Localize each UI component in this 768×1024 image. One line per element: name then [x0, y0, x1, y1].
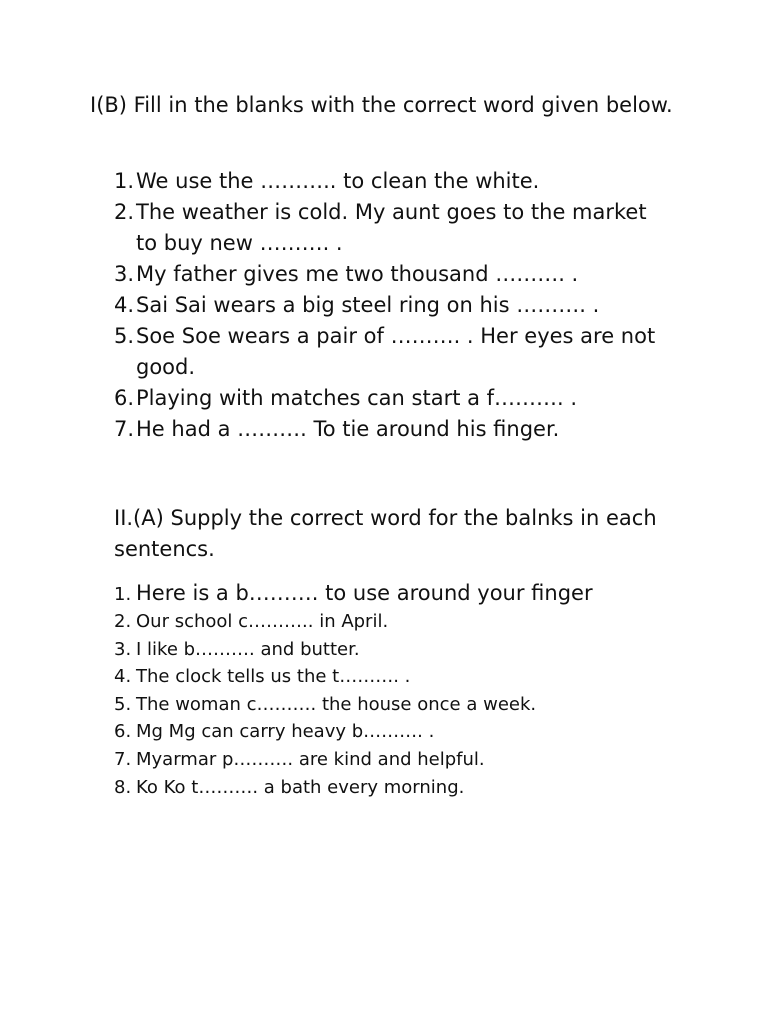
item-number: 3.: [114, 638, 132, 660]
list-item: [114, 321, 674, 383]
item-number: 1.: [114, 584, 132, 605]
item-text: Mg Mg can carry heavy b………. .: [136, 721, 435, 743]
list-item: [114, 691, 674, 719]
item-text: I like b………. and butter.: [136, 638, 360, 660]
list-item: [114, 718, 674, 746]
list-item: [114, 663, 674, 691]
item-text: Sai Sai wears a big steel ring on his ………. .: [136, 293, 600, 317]
item-number: 1.: [114, 169, 135, 193]
item-number: 5.: [114, 324, 135, 348]
list-item: [114, 383, 674, 414]
item-text: Ko Ko t………. a bath every morning.: [136, 776, 465, 798]
section-2-heading: II.(A) Supply the correct word for the balnks in each sentencs.: [114, 506, 657, 561]
item-number: 5.: [114, 693, 132, 715]
item-number: 8.: [114, 776, 132, 798]
list-item: [114, 774, 674, 802]
list-item: [114, 414, 674, 445]
item-number: 3.: [114, 262, 135, 286]
list-item: [114, 608, 674, 636]
list-item: [114, 166, 674, 197]
section-1-list: [114, 166, 674, 445]
section-1-heading: I(B) Fill in the blanks with the correct word given below.: [90, 93, 673, 117]
item-text: Playing with matches can start a f………. .: [136, 386, 578, 410]
item-number: 7.: [114, 748, 132, 770]
item-text: Myarmar p………. are kind and helpful.: [136, 748, 485, 770]
item-text: Our school c……….. in April.: [136, 611, 389, 632]
item-text: He had a ………. To tie around his finger.: [136, 417, 560, 441]
item-number: 4.: [114, 666, 132, 688]
item-text: My father gives me two thousand ………. .: [136, 262, 579, 286]
item-number: 2.: [114, 611, 132, 632]
item-number: 6.: [114, 386, 135, 410]
list-item: [114, 578, 674, 608]
item-text: The weather is cold. My aunt goes to the market to buy new ………. .: [136, 200, 647, 255]
item-number: 2.: [114, 200, 135, 224]
list-item: [114, 746, 674, 774]
item-text: The woman c………. the house once a week.: [136, 693, 537, 715]
item-number: 6.: [114, 721, 132, 743]
list-item: [114, 197, 674, 259]
section-2-list: [114, 578, 674, 801]
item-number: 4.: [114, 293, 135, 317]
item-text: Soe Soe wears a pair of ………. . Her eyes are not good.: [136, 324, 656, 379]
list-item: [114, 636, 674, 664]
list-item: [114, 259, 674, 290]
list-item: [114, 290, 674, 321]
item-text: The clock tells us the t………. .: [136, 666, 411, 688]
item-number: 7.: [114, 417, 135, 441]
item-text: Here is a b………. to use around your finger: [136, 581, 593, 605]
item-text: We use the ……….. to clean the white.: [136, 169, 540, 193]
